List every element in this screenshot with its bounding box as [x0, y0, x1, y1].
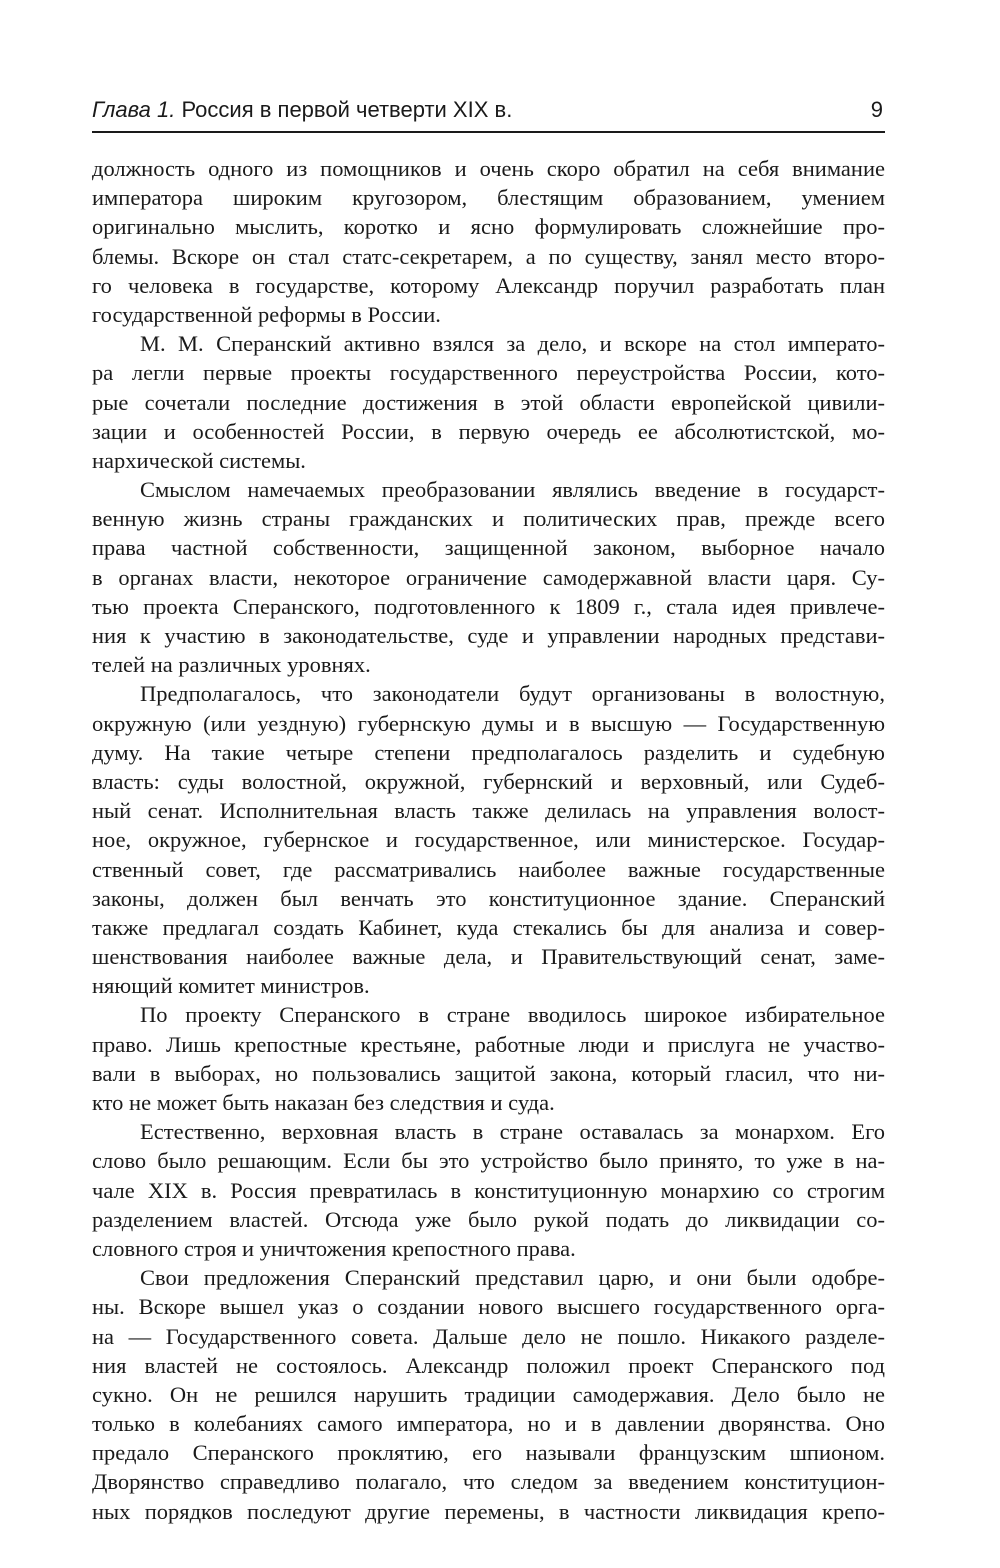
paragraph [92, 1000, 885, 1117]
paragraph [92, 475, 885, 679]
text-line: также предлагал создать Кабинет, куда стекались бы для анализа и совер- [92, 914, 885, 940]
text-line: власть: суды волостной, окружной, губернский и верховный, или Судеб- [92, 768, 885, 794]
text-line: в органах власти, некоторое ограничение самодержавной власти царя. Су- [92, 564, 885, 590]
text-line: вали в выборах, но пользовались защитой закона, который гласил, что ни- [92, 1060, 885, 1086]
text-line: кто не может быть наказан без следствия и суда. [92, 1090, 555, 1115]
text-line: ния властей не состоялось. Александр положил проект Сперанского под [92, 1352, 885, 1378]
text-line: Свои предложения Сперанский представил царю, и они были одобре- [140, 1265, 885, 1291]
text-line: ный сенат. Исполнительная власть также делилась на управления волост- [92, 798, 885, 824]
text-line: слово было решающим. Если бы это устройство было принято, то уже в на- [92, 1148, 885, 1174]
text-line: словного строя и уничтожения крепостного права. [92, 1235, 576, 1261]
text-line: ра легли первые проекты государственного переустройства России, кото- [92, 360, 885, 386]
text-line: думу. На такие четыре степени предполагалось разделить и судебную [92, 739, 885, 765]
text-line: разделением властей. Отсюда уже было рукой подать до ликвидации со- [92, 1206, 885, 1232]
text-line: няющий комитет министров. [92, 973, 370, 999]
text-line: ных порядков последуют другие перемены, в частности ликвидация крепо- [92, 1498, 885, 1524]
text-line: По проекту Сперанского в стране вводилось широкое избирательное [140, 1002, 885, 1028]
paragraph [92, 679, 885, 1000]
text-line: императора широким кругозором, блестящим образованием, умением [92, 185, 885, 211]
paragraph [92, 154, 885, 329]
text-line: оригинально мыслить, коротко и ясно формулировать сложнейшие про- [92, 214, 885, 240]
text-line: чале XIX в. Россия превратилась в конституционную монархию со строгим [92, 1177, 885, 1203]
text-line: блемы. Вскоре он стал статс-секретарем, а по существу, занял место второ- [92, 243, 885, 269]
running-header [92, 97, 885, 133]
text-line: предало Сперанского проклятию, его называли французским шпионом. [92, 1440, 885, 1466]
chapter-heading [92, 97, 512, 123]
text-line: право. Лишь крепостные крестьяне, работные люди и прислуга не участво- [92, 1031, 885, 1057]
text-line: Дворянство справедливо полагало, что следом за введением конституцион- [92, 1469, 885, 1495]
text-line: М. М. Сперанский активно взялся за дело, и вскоре на стол императо- [140, 331, 885, 357]
body-text [92, 154, 885, 1526]
text-line: законы, должен был венчать это конституционное здание. Сперанский [92, 885, 885, 911]
text-line: окружную (или уездную) губернскую думы и в высшую — Государственную [92, 710, 885, 736]
paragraph [92, 329, 885, 475]
page-number: 9 [870, 97, 883, 122]
text-line: ния к участию в законодательстве, суде и управлении народных представи- [92, 623, 885, 648]
chapter-title: Россия в первой четверти XIX в. [181, 97, 513, 122]
paragraph [92, 1263, 885, 1526]
text-line: Смыслом намечаемых преобразовании являлись введение в государст- [140, 477, 885, 503]
text-line: шенствования наиболее важные дела, и Правительствующий сенат, заме- [92, 944, 885, 970]
text-line: венную жизнь страны гражданских и политических прав, прежде всего [92, 506, 885, 532]
text-line: должность одного из помощников и очень скоро обратил на себя внимание [92, 156, 885, 181]
text-line: нархической системы. [92, 447, 306, 473]
text-line: государственной реформы в России. [92, 301, 441, 327]
chapter-label: Глава 1. [92, 97, 176, 122]
text-line: зации и особенностей России, в первую очередь ее абсолютистской, мо- [92, 418, 885, 444]
text-line: права частной собственности, защищенной законом, выборное начало [92, 535, 885, 561]
paragraph [92, 1117, 885, 1263]
text-line: Естественно, верховная власть в стране оставалась за монархом. Его [140, 1119, 885, 1145]
text-line: го человека в государстве, которому Александр поручил разработать план [92, 272, 885, 298]
text-line: ны. Вскоре вышел указ о создании нового высшего государственного орга- [92, 1294, 885, 1320]
text-line: рые сочетали последние достижения в этой области европейской цивили- [92, 389, 885, 415]
text-line: телей на различных уровнях. [92, 652, 371, 678]
text-line: на — Государственного совета. Дальше дело не пошло. Никакого разделе- [92, 1323, 885, 1349]
text-line: ственный совет, где рассматривались наиболее важные государственные [92, 856, 885, 882]
text-line: только в колебаниях самого императора, но и в давлении дворянства. Оно [92, 1411, 885, 1437]
text-line: сукно. Он не решился нарушить традиции самодержавия. Дело было не [92, 1381, 885, 1407]
text-line: ное, окружное, губернское и государственное, или министерское. Государ- [92, 827, 885, 853]
text-line: Предполагалось, что законодатели будут организованы в волостную, [140, 681, 885, 707]
text-line: тью проекта Сперанского, подготовленного к 1809 г., стала идея привлече- [92, 593, 885, 619]
